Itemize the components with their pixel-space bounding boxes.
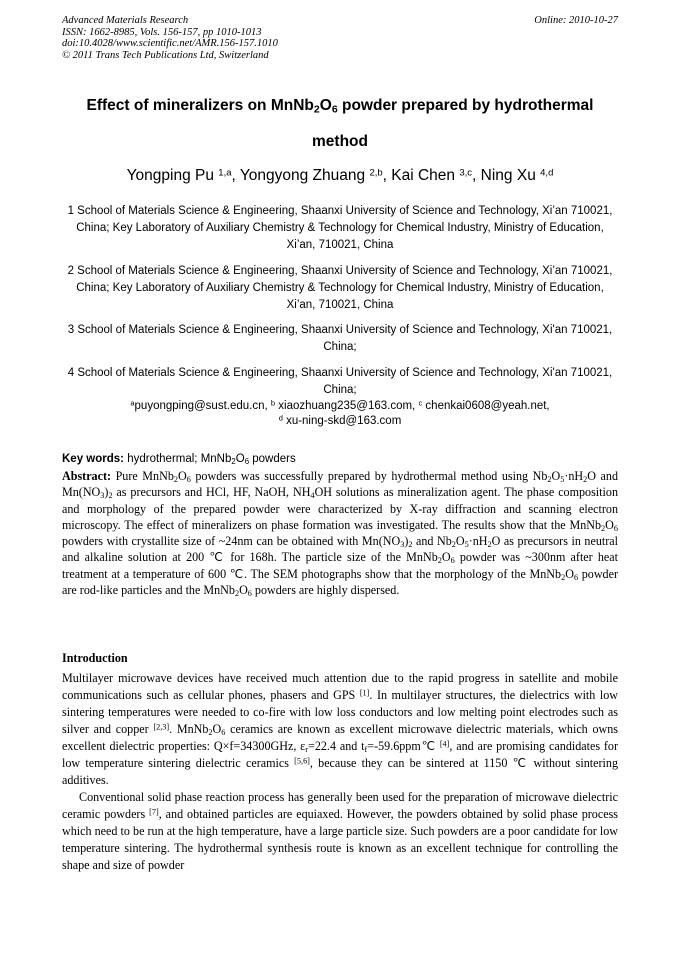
author-list (62, 165, 618, 187)
affiliation-4: 4 School of Materials Science & Engineering, Shaanxi University of Science and Technology, Xi'an 710021, China; (67, 366, 613, 396)
citation[interactable]: [1] (359, 688, 370, 698)
affiliation-1: 1 School of Materials Science & Engineering, Shaanxi University of Science and Technology, Xi’an 710021, China; Key Laboratory of Auxiliary Chemistry & Technology for Chemical Industry, Ministry of Education, Xi’an, 710021, China (67, 205, 613, 252)
paragraph: Conventional solid phase reaction process has generally been used for the preparation of microwave dielectric ceramic powders [7], and obtained particles are equiaxed. However, the powders obtained by solid phase process which need to be run at the high temperature, have a large particle size. Such powders are a poor candidate for low temperature sintering. The hydrothermal synthesis route is known as an excellent technique for controlling the shape and size of powder (62, 790, 618, 872)
keywords-label: Key words: (62, 453, 124, 465)
email-link[interactable]: xu-ning-skd@163.com (286, 415, 402, 428)
online-date: Online: 2010-10-27 (534, 15, 618, 26)
author: Yongyong Zhuang $^{2,b}$, (239, 167, 392, 184)
section-heading-introduction: Introduction (62, 651, 128, 665)
affiliation-3: 3 School of Materials Science & Engineering, Shaanxi University of Science and Technology, Xi'an 710021, China; (67, 324, 613, 354)
copyright-line: © 2011 Trans Tech Publications Ltd, Switzerland (62, 49, 269, 61)
doi-line: doi:10.4028/www.scientific.net/AMR.156-157.1010 (62, 38, 278, 49)
email-link[interactable]: xiaozhuang235@163.com, (278, 400, 416, 413)
issn-line: ISSN: 1662-8985, Vols. 156-157, pp 1010-1013 (62, 26, 262, 38)
citation[interactable]: [7] (149, 807, 159, 817)
citation[interactable]: [5,6] (294, 756, 310, 766)
author: Ning Xu $^{4,d}$ (480, 167, 554, 184)
citation[interactable]: [2,3] (153, 722, 170, 732)
introduction-body (62, 670, 618, 874)
citation[interactable]: [4] (439, 739, 450, 749)
email-link[interactable]: chenkai0608@yeah.net, (425, 400, 550, 413)
keywords: Key words: hydrothermal; $MnNb_2O_6$ powders (62, 453, 296, 466)
paper-title: Effect of mineralizers on $MnNb_2O_6$ powder prepared by hydrothermal method (86, 97, 594, 150)
email-link[interactable]: puyongping@sust.edu.cn, (134, 400, 268, 413)
author-emails: $^a$puyongping@sust.edu.cn, $^b$ xiaozhuang235@163.com, $^c$ chenkai0608@yeah.net, $^d$ xu-ning-skd@163.com (130, 398, 550, 428)
abstract: Abstract: Pure $MnNb_2O_6$ powders was successfully prepared by hydrothermal method using $Nb_2O_5\cdot nH_2O$ and $Mn(NO_3)_2$ as precursors and HCl, HF, NaOH, $NH_4OH$ solutions as mineralization agent. The phase composition and morphology of the prepared powder were characterized by X-ray diffraction and scanning electron microscopy. The effect of mineralizers on phase formation was investigated. The results show that the $MnNb_2O_6$ powders with crystallite size of ~24nm can be obtained with $Mn(NO_3)_2$ and $Nb_2O_5\cdot nH_2O$ as precursors in neutral and alkaline solution at 200 ℃ for 168h. The particle size of the $MnNb_2O_6$ powder was ~300nm after heat treatment at a temperature of 600 ℃. The SEM photographs show that the morphology of the $MnNb_2O_6$ powder are rod-like particles and the $MnNb_2O_6$ powders are highly dispersed. (62, 469, 619, 599)
paragraph: Multilayer microwave devices have received much attention due to the rapid progress in satellite and mobile communications such as cellular phones, phasers and GPS [1]. In multilayer structures, the dielectrics with low sintering temperatures were needed to co-fire with low loss conductors and low melting point electrodes such as silver and copper [2,3]. $MnNb_2O_6$ ceramics are known as excellent microwave dielectric materials, which owns excellent dielectric properties: Q×f=34300GHz, $\varepsilon_r=22.4$ and $t_f=-59.6ppm℃$ [4], and are promising candidates for low temperature sintering dielectric ceramics [5,6], because they can be sintered at 1150 ℃ without sintering additives. (62, 671, 619, 787)
author: Kai Chen $^{3,c}$, (391, 167, 481, 184)
abstract-label: Abstract: (62, 469, 112, 483)
affiliation-2: 2 School of Materials Science & Engineering, Shaanxi University of Science and Technology, Xi’an 710021, China; Key Laboratory of Auxiliary Chemistry & Technology for Chemical Industry, Ministry of Education, Xi’an, 710021, China (67, 264, 613, 312)
author: Yongping Pu $^{1,a}$, (126, 167, 240, 184)
affiliations (62, 203, 618, 429)
journal-name: Advanced Materials Research (62, 15, 189, 26)
journal-header (62, 15, 618, 61)
